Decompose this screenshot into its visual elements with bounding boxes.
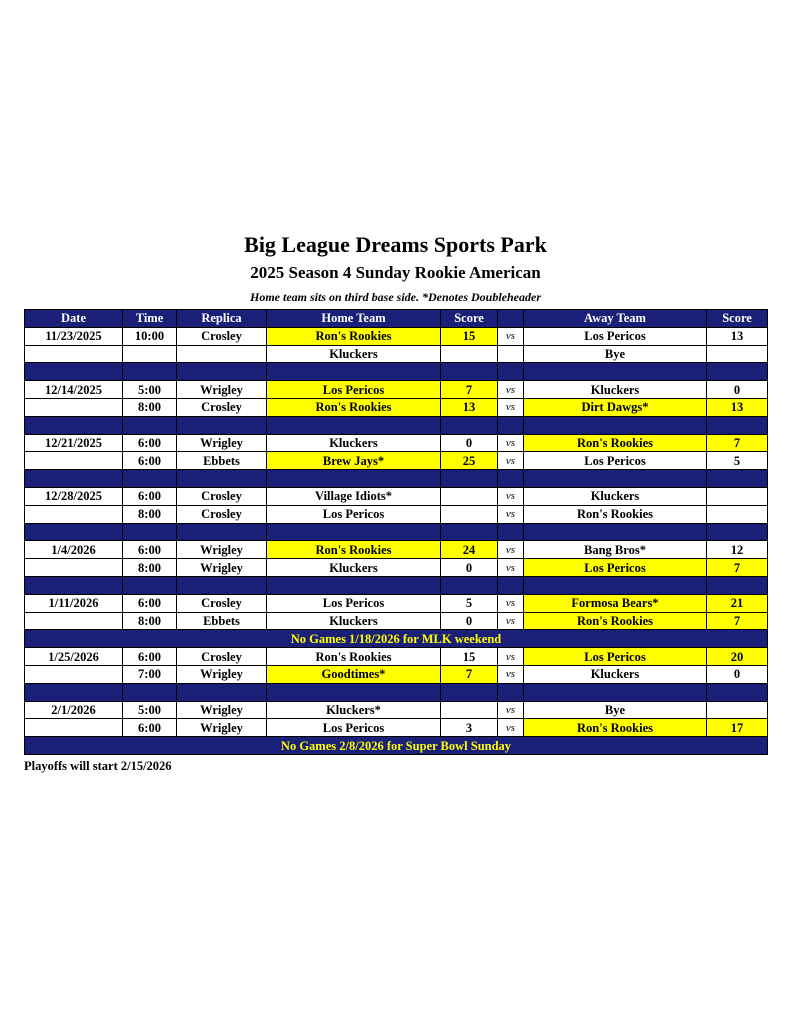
home-team-cell: Kluckers [267, 434, 441, 452]
away-score-cell: 0 [707, 665, 768, 683]
schedule-table [24, 309, 768, 755]
week-separator-row [25, 363, 768, 381]
separator-cell [123, 416, 177, 434]
vs-cell: vs [498, 398, 524, 416]
away-score-cell: 21 [707, 594, 768, 612]
home-team-cell: Village Idiots* [267, 487, 441, 505]
date-cell [25, 559, 123, 577]
home-score-cell: 13 [441, 398, 498, 416]
separator-cell [123, 576, 177, 594]
home-score-cell: 7 [441, 381, 498, 399]
home-score-cell: 0 [441, 612, 498, 630]
week-separator-row [25, 683, 768, 701]
table-row [25, 612, 768, 630]
table-row [25, 452, 768, 470]
separator-cell [25, 683, 123, 701]
separator-cell [177, 363, 267, 381]
home-team-cell: Los Pericos [267, 719, 441, 737]
away-score-cell [707, 345, 768, 363]
away-team-cell: Formosa Bears* [524, 594, 707, 612]
away-score-cell [707, 487, 768, 505]
away-team-cell: Bang Bros* [524, 541, 707, 559]
page-subtitle: 2025 Season 4 Sunday Rookie American [250, 263, 541, 282]
vs-cell: vs [498, 719, 524, 737]
column-header-vs [498, 310, 524, 328]
date-cell [25, 612, 123, 630]
away-team-cell: Bye [524, 701, 707, 719]
time-cell: 8:00 [123, 505, 177, 523]
column-header-time: Time [123, 310, 177, 328]
vs-cell: vs [498, 381, 524, 399]
column-header-home-score: Score [441, 310, 498, 328]
date-cell [25, 505, 123, 523]
away-team-cell: Ron's Rookies [524, 434, 707, 452]
notice-text: No Games 1/18/2026 for MLK weekend [25, 630, 768, 648]
time-cell: 6:00 [123, 648, 177, 666]
week-separator-row [25, 470, 768, 488]
away-team-cell: Ron's Rookies [524, 505, 707, 523]
vs-cell: vs [498, 434, 524, 452]
separator-cell [177, 576, 267, 594]
away-team-cell: Los Pericos [524, 452, 707, 470]
home-team-cell: Ron's Rookies [267, 398, 441, 416]
replica-cell: Wrigley [177, 701, 267, 719]
date-cell: 11/23/2025 [25, 327, 123, 345]
separator-cell [524, 470, 707, 488]
date-cell [25, 452, 123, 470]
vs-cell: vs [498, 701, 524, 719]
playoffs-note: Playoffs will start 2/15/2026 [24, 759, 172, 773]
home-team-cell: Kluckers [267, 612, 441, 630]
separator-cell [524, 683, 707, 701]
replica-cell [177, 345, 267, 363]
home-score-cell: 15 [441, 648, 498, 666]
week-separator-row [25, 523, 768, 541]
time-cell: 6:00 [123, 541, 177, 559]
vs-cell [498, 345, 524, 363]
home-team-cell: Kluckers [267, 345, 441, 363]
away-team-cell: Los Pericos [524, 559, 707, 577]
column-header-away-team: Away Team [524, 310, 707, 328]
separator-cell [524, 416, 707, 434]
date-cell: 1/25/2026 [25, 648, 123, 666]
home-score-cell: 5 [441, 594, 498, 612]
date-cell: 2/1/2026 [25, 701, 123, 719]
table-row [25, 541, 768, 559]
separator-cell [707, 576, 768, 594]
separator-cell [177, 470, 267, 488]
separator-cell [524, 576, 707, 594]
separator-cell [267, 416, 441, 434]
time-cell: 6:00 [123, 719, 177, 737]
time-cell: 5:00 [123, 701, 177, 719]
table-row [25, 381, 768, 399]
vs-cell: vs [498, 452, 524, 470]
vs-cell: vs [498, 665, 524, 683]
date-cell: 12/14/2025 [25, 381, 123, 399]
separator-cell [267, 683, 441, 701]
table-row [25, 434, 768, 452]
date-cell: 12/21/2025 [25, 434, 123, 452]
away-score-cell [707, 505, 768, 523]
table-row [25, 648, 768, 666]
away-team-cell: Bye [524, 345, 707, 363]
replica-cell: Crosley [177, 505, 267, 523]
time-cell: 8:00 [123, 398, 177, 416]
separator-cell [498, 363, 524, 381]
separator-cell [25, 523, 123, 541]
away-score-cell: 7 [707, 612, 768, 630]
home-score-cell: 15 [441, 327, 498, 345]
away-team-cell: Dirt Dawgs* [524, 398, 707, 416]
date-cell: 1/11/2026 [25, 594, 123, 612]
table-row [25, 327, 768, 345]
time-cell: 7:00 [123, 665, 177, 683]
table-row [25, 701, 768, 719]
replica-cell: Ebbets [177, 612, 267, 630]
home-team-cell: Kluckers* [267, 701, 441, 719]
away-score-cell: 5 [707, 452, 768, 470]
time-cell: 5:00 [123, 381, 177, 399]
away-team-cell: Ron's Rookies [524, 612, 707, 630]
separator-cell [707, 363, 768, 381]
home-score-cell: 0 [441, 434, 498, 452]
date-cell: 12/28/2025 [25, 487, 123, 505]
home-team-cell: Ron's Rookies [267, 541, 441, 559]
replica-cell: Wrigley [177, 559, 267, 577]
replica-cell: Crosley [177, 594, 267, 612]
separator-cell [441, 363, 498, 381]
separator-cell [123, 523, 177, 541]
separator-cell [707, 683, 768, 701]
table-row [25, 719, 768, 737]
replica-cell: Ebbets [177, 452, 267, 470]
date-cell: 1/4/2026 [25, 541, 123, 559]
away-score-cell: 13 [707, 398, 768, 416]
time-cell: 6:00 [123, 487, 177, 505]
away-score-cell: 0 [707, 381, 768, 399]
time-cell: 6:00 [123, 434, 177, 452]
home-score-cell: 24 [441, 541, 498, 559]
away-score-cell: 7 [707, 434, 768, 452]
away-team-cell: Los Pericos [524, 648, 707, 666]
separator-cell [498, 470, 524, 488]
table-row [25, 398, 768, 416]
separator-cell [267, 470, 441, 488]
week-separator-row [25, 576, 768, 594]
time-cell: 8:00 [123, 612, 177, 630]
home-team-cell: Los Pericos [267, 594, 441, 612]
away-team-cell: Los Pericos [524, 327, 707, 345]
date-cell [25, 345, 123, 363]
home-score-cell [441, 345, 498, 363]
separator-cell [25, 470, 123, 488]
replica-cell: Wrigley [177, 541, 267, 559]
vs-cell: vs [498, 594, 524, 612]
table-row [25, 345, 768, 363]
separator-cell [123, 363, 177, 381]
table-header-row [25, 310, 768, 328]
replica-cell: Crosley [177, 327, 267, 345]
column-header-date: Date [25, 310, 123, 328]
home-score-cell [441, 701, 498, 719]
column-header-replica: Replica [177, 310, 267, 328]
notice-row [25, 737, 768, 755]
replica-cell: Crosley [177, 648, 267, 666]
week-separator-row [25, 416, 768, 434]
separator-cell [441, 523, 498, 541]
separator-cell [498, 523, 524, 541]
date-cell [25, 719, 123, 737]
vs-cell: vs [498, 505, 524, 523]
separator-cell [441, 576, 498, 594]
table-row [25, 594, 768, 612]
home-team-cell: Los Pericos [267, 381, 441, 399]
replica-cell: Crosley [177, 487, 267, 505]
away-score-cell: 20 [707, 648, 768, 666]
separator-cell [441, 470, 498, 488]
replica-cell: Crosley [177, 398, 267, 416]
away-score-cell: 17 [707, 719, 768, 737]
separator-cell [267, 523, 441, 541]
vs-cell: vs [498, 541, 524, 559]
vs-cell: vs [498, 648, 524, 666]
column-header-home-team: Home Team [267, 310, 441, 328]
table-row [25, 559, 768, 577]
separator-cell [498, 683, 524, 701]
separator-cell [177, 683, 267, 701]
separator-cell [707, 416, 768, 434]
home-score-cell: 3 [441, 719, 498, 737]
home-score-cell: 7 [441, 665, 498, 683]
separator-cell [177, 523, 267, 541]
separator-cell [707, 523, 768, 541]
separator-cell [441, 416, 498, 434]
time-cell: 6:00 [123, 452, 177, 470]
notice-row [25, 630, 768, 648]
home-team-cell: Ron's Rookies [267, 648, 441, 666]
table-row [25, 487, 768, 505]
date-cell [25, 665, 123, 683]
separator-cell [441, 683, 498, 701]
home-score-cell [441, 505, 498, 523]
vs-cell: vs [498, 612, 524, 630]
away-score-cell: 13 [707, 327, 768, 345]
replica-cell: Wrigley [177, 719, 267, 737]
separator-cell [524, 523, 707, 541]
home-score-cell [441, 487, 498, 505]
time-cell: 6:00 [123, 594, 177, 612]
table-row [25, 665, 768, 683]
away-score-cell: 7 [707, 559, 768, 577]
separator-cell [177, 416, 267, 434]
away-team-cell: Kluckers [524, 381, 707, 399]
home-team-cell: Los Pericos [267, 505, 441, 523]
separator-cell [25, 416, 123, 434]
away-team-cell: Kluckers [524, 487, 707, 505]
vs-cell: vs [498, 327, 524, 345]
away-score-cell [707, 701, 768, 719]
separator-cell [707, 470, 768, 488]
home-team-cell: Ron's Rookies [267, 327, 441, 345]
time-cell: 8:00 [123, 559, 177, 577]
home-score-cell: 0 [441, 559, 498, 577]
separator-cell [524, 363, 707, 381]
separator-cell [498, 576, 524, 594]
home-team-cell: Kluckers [267, 559, 441, 577]
schedule-note: Home team sits on third base side. *Denotes Doubleheader [250, 290, 541, 304]
time-cell: 10:00 [123, 327, 177, 345]
separator-cell [25, 363, 123, 381]
column-header-away-score: Score [707, 310, 768, 328]
replica-cell: Wrigley [177, 665, 267, 683]
separator-cell [25, 576, 123, 594]
notice-text: No Games 2/8/2026 for Super Bowl Sunday [25, 737, 768, 755]
separator-cell [123, 683, 177, 701]
home-team-cell: Goodtimes* [267, 665, 441, 683]
time-cell [123, 345, 177, 363]
home-team-cell: Brew Jays* [267, 452, 441, 470]
separator-cell [267, 363, 441, 381]
away-team-cell: Kluckers [524, 665, 707, 683]
home-score-cell: 25 [441, 452, 498, 470]
vs-cell: vs [498, 487, 524, 505]
away-team-cell: Ron's Rookies [524, 719, 707, 737]
separator-cell [267, 576, 441, 594]
replica-cell: Wrigley [177, 381, 267, 399]
date-cell [25, 398, 123, 416]
separator-cell [498, 416, 524, 434]
replica-cell: Wrigley [177, 434, 267, 452]
page-title: Big League Dreams Sports Park [244, 232, 547, 257]
separator-cell [123, 470, 177, 488]
away-score-cell: 12 [707, 541, 768, 559]
vs-cell: vs [498, 559, 524, 577]
table-row [25, 505, 768, 523]
